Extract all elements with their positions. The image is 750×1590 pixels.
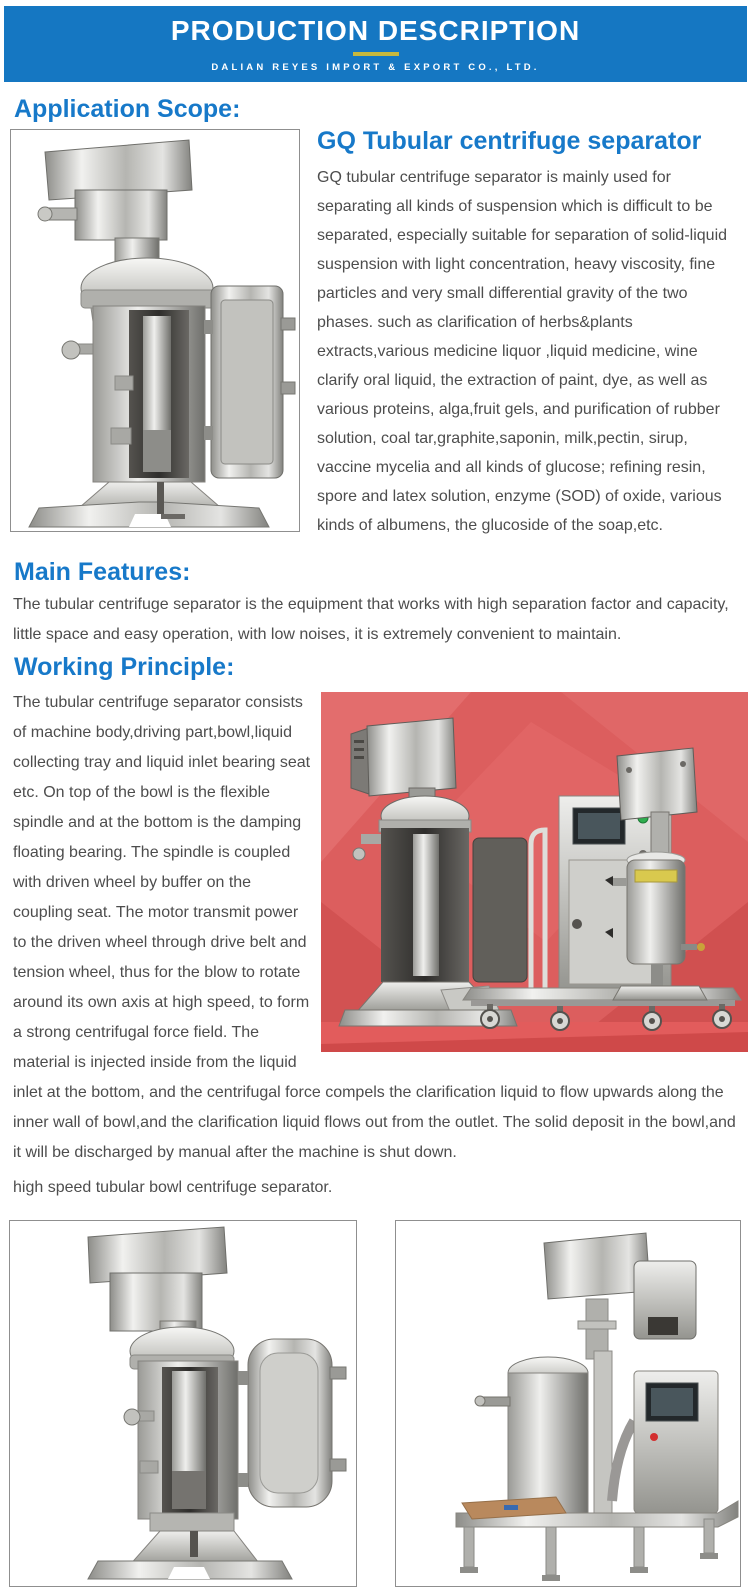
application-scope-text-column	[317, 129, 744, 540]
working-principle-footer-note: high speed tubular bowl centrifuge separator.	[13, 1179, 333, 1196]
bottom-photos-section	[9, 1220, 750, 1587]
production-description-banner	[4, 6, 747, 82]
section-heading-working-principle: Working Principle:	[14, 653, 235, 681]
product-photo-bottom-right	[395, 1220, 741, 1587]
centrifuge-set-red-illustration	[321, 692, 748, 1052]
banner-underline-accent	[353, 52, 399, 56]
section-heading-application-scope: Application Scope:	[14, 95, 241, 123]
centrifuge-with-control-unit-illustration	[396, 1221, 740, 1586]
centrifuge-open-cover-illustration	[10, 1221, 356, 1586]
section-heading-main-features: Main Features:	[14, 558, 191, 586]
banner-company-subtitle: DALIAN REYES IMPORT & EXPORT CO., LTD.	[211, 62, 540, 73]
main-features-text: The tubular centrifuge separator is the equipment that works with high separation factor and capacity, little space and easy operation, with low noises, it is extremely convenient to maintain.	[13, 596, 729, 643]
product-photo-bottom-left	[9, 1220, 357, 1587]
product-title: GQ Tubular centrifuge separator	[317, 127, 702, 155]
application-scope-section	[10, 129, 744, 540]
working-principle-photo	[321, 692, 748, 1052]
product-photo-main	[10, 129, 300, 532]
working-principle-text: The tubular centrifuge separator consists of machine body,driving part,bowl,liquid collecting tray and liquid inlet bearing seat etc. On top of the bowl is the flexible spindle and at the bottom is the damping floating bearing. The spindle is coupled with driven wheel by buffer on the coupling seat. The motor transmit power to the driven wheel through drive belt and tension wheel, thus for the blow to rotate around its own axis at high speed, to form a strong centrifugal force field. The material is injected inside from the liquid inlet at the bottom, and the centrifugal force compels the clarification liquid to flow upwards along the inner wall of bowl,and the clarification liquid flows out from the outlet. The solid deposit in the bowl,and it will be discharged by manual after the machine is shut down.	[13, 694, 736, 1161]
banner-title: PRODUCTION DESCRIPTION	[170, 15, 581, 46]
working-principle-section	[13, 688, 750, 1168]
product-description: GQ tubular centrifuge separator is mainly used for separating all kinds of suspension which is difficult to be separated, especially suitable for separation of solid-liquid suspension with light concentration, heavy viscosity, fine particles and very small differential gravity of the two phases. such as clarification of herbs&plants extracts,various medicine liquor ,liquid medicine, wine clarify oral liquid, the extraction of paint, dye, as well as various proteins, alga,fruit gels, and purification of rubber solution, coal tar,graphite,saponin, milk,pectin, sirup, vaccine mycelia and all kinds of glucose; refining resin, spore and latex solution, enzyme (SOD) of oxide, various kinds of albumens, the glucoside of the soap,etc.	[317, 169, 728, 534]
centrifuge-open-door-illustration	[11, 130, 299, 531]
